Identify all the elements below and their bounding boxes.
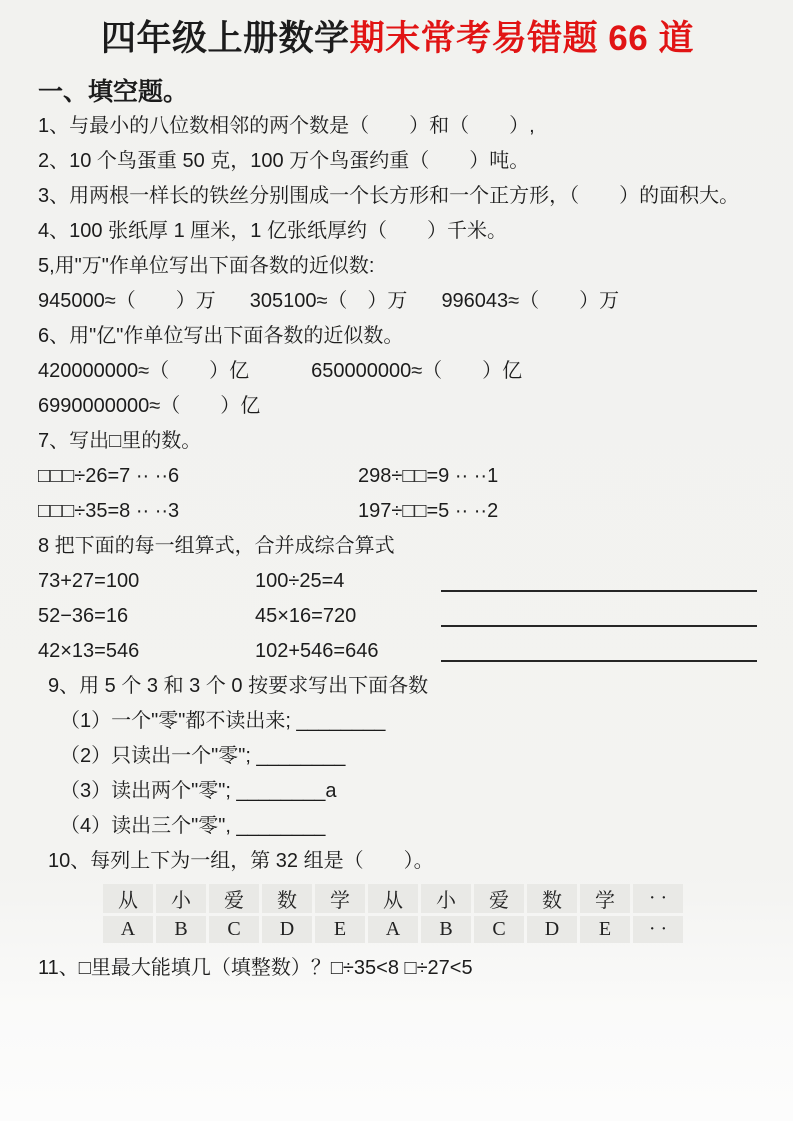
table-cell: E <box>315 916 365 943</box>
q5-item-3: 996043≈（ ）万 <box>441 290 620 312</box>
q7-equation-4: 197÷□□=5 ·· ··2 <box>358 500 499 522</box>
table-cell: 爱 <box>474 884 524 913</box>
question-7-row-1 <box>38 459 757 494</box>
question-6-values-row-2: 6990000000≈（ ）亿 <box>38 395 261 417</box>
question-11: 11、□里最大能填几（填整数）？□÷35<8 □÷27<5 <box>38 957 473 979</box>
table-cell: 学 <box>580 884 630 913</box>
table-cell: D <box>262 916 312 943</box>
table-cell: 学 <box>315 884 365 913</box>
q9-item-1: （1）一个"零"都不读出来; ________ <box>60 710 386 732</box>
q8-equation-1b: 100÷25=4 <box>255 570 345 592</box>
q6-item-2: 650000000≈（ ）亿 <box>311 360 523 382</box>
page-title <box>38 16 757 62</box>
table-cell-ellipsis: · · <box>633 916 683 943</box>
sequence-table <box>100 881 686 946</box>
table-cell: 爱 <box>209 884 259 913</box>
question-10-heading: 10、每列上下为一组，第 32 组是（ ）。 <box>48 850 434 872</box>
table-cell: B <box>156 916 206 943</box>
table-cell: 小 <box>156 884 206 913</box>
q5-item-1: 945000≈（ ）万 <box>38 290 216 312</box>
table-cell: C <box>209 916 259 943</box>
q7-equation-1: □□□÷26=7 ·· ··6 <box>38 465 180 487</box>
question-8-row-2 <box>38 599 757 634</box>
question-6-values-row-1 <box>38 354 757 389</box>
page-title-red: 期末常考易错题 66 道 <box>349 19 694 58</box>
answer-line <box>441 590 757 592</box>
q9-item-2: （2）只读出一个"零"; ________ <box>60 745 346 767</box>
sequence-table-row-characters <box>103 884 683 913</box>
table-cell: A <box>368 916 418 943</box>
answer-line <box>441 625 757 627</box>
table-cell: D <box>527 916 577 943</box>
q5-item-2: 305100≈（ ）万 <box>249 290 408 312</box>
table-cell: 从 <box>368 884 418 913</box>
table-cell: 从 <box>103 884 153 913</box>
q9-item-4: （4）读出三个"零", ________ <box>60 815 326 837</box>
table-cell: 小 <box>421 884 471 913</box>
question-8-row-3 <box>38 634 757 669</box>
table-cell: 数 <box>262 884 312 913</box>
question-5-heading: 5,用"万"作单位写出下面各数的近似数: <box>38 255 375 277</box>
q8-equation-1a: 73+27=100 <box>38 570 140 592</box>
table-cell-ellipsis: · · <box>633 884 683 913</box>
table-cell: 数 <box>527 884 577 913</box>
table-cell: B <box>421 916 471 943</box>
q7-equation-3: □□□÷35=8 ·· ··3 <box>38 500 180 522</box>
section-heading: 一、填空题。 <box>38 78 189 106</box>
q6-item-1: 420000000≈（ ）亿 <box>38 360 250 382</box>
question-8-row-1 <box>38 564 757 599</box>
table-cell: A <box>103 916 153 943</box>
q8-equation-3a: 42×13=546 <box>38 640 140 662</box>
question-1: 1、与最小的八位数相邻的两个数是（ ）和（ ）, <box>38 115 535 137</box>
question-9-heading: 9、用 5 个 3 和 3 个 0 按要求写出下面各数 <box>48 675 429 697</box>
sequence-table-row-letters <box>103 916 683 943</box>
question-5-values <box>38 284 757 319</box>
answer-line <box>441 660 757 662</box>
page-title-black: 四年级上册数学 <box>101 19 350 58</box>
question-4: 4、100 张纸厚 1 厘米，1 亿张纸厚约（ ）千米。 <box>38 220 507 242</box>
question-2: 2、10 个鸟蛋重 50 克，100 万个鸟蛋约重（ ）吨。 <box>38 150 530 172</box>
question-6-heading: 6、用"亿"作单位写出下面各数的近似数。 <box>38 325 404 347</box>
q8-equation-2b: 45×16=720 <box>255 605 357 627</box>
question-7-heading: 7、写出□里的数。 <box>38 430 202 452</box>
table-cell: C <box>474 916 524 943</box>
q9-item-3: （3）读出两个"零"; ________a <box>60 780 337 802</box>
question-3: 3、用两根一样长的铁丝分别围成一个长方形和一个正方形，（ ）的面积大。 <box>38 185 740 207</box>
question-8-heading: 8 把下面的每一组算式，合并成综合算式 <box>38 535 395 557</box>
table-cell: E <box>580 916 630 943</box>
q8-equation-3b: 102+546=646 <box>255 640 379 662</box>
q8-equation-2a: 52−36=16 <box>38 605 129 627</box>
question-7-row-2 <box>38 494 757 529</box>
q7-equation-2: 298÷□□=9 ·· ··1 <box>358 465 499 487</box>
